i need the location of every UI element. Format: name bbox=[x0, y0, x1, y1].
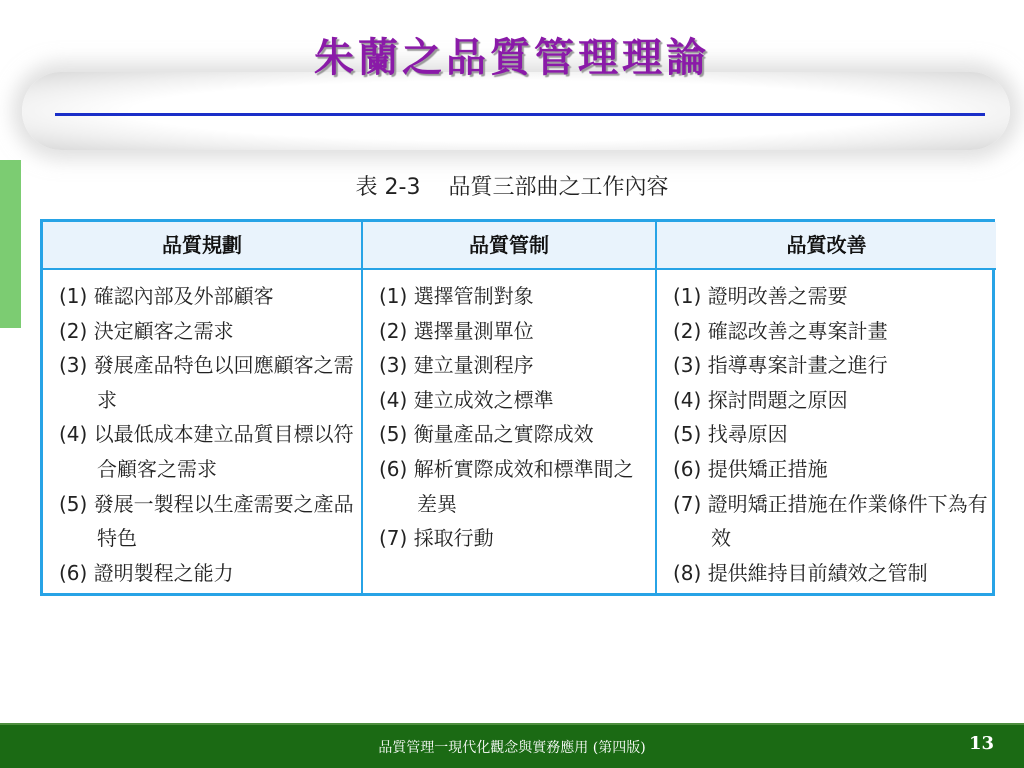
caption-text: 品質三部曲之工作內容 bbox=[448, 175, 669, 200]
list-item: (1) 選擇管制對象 bbox=[379, 284, 534, 308]
slide-title: 朱蘭之品質管理理論 bbox=[314, 34, 710, 81]
list-item: (4) 以最低成本建立品質目標以符合顧客之需求 bbox=[59, 422, 354, 481]
list-item: (2) 確認改善之專案計畫 bbox=[673, 318, 888, 343]
list-item: (1) 確認內部及外部顧客 bbox=[59, 284, 274, 308]
list-item: (1) 證明改善之需要 bbox=[673, 284, 848, 308]
list-item: (5) 發展一製程以生產需要之產品特色 bbox=[59, 491, 354, 551]
title-underline bbox=[55, 113, 985, 116]
column-header-planning: 品質規劃 bbox=[43, 222, 361, 270]
list-item: (8) 提供維持目前績效之管制 bbox=[673, 560, 928, 585]
table-column-control bbox=[363, 222, 657, 593]
list-item: (3) 發展產品特色以回應顧客之需求 bbox=[59, 353, 354, 412]
column-header-improvement: 品質改善 bbox=[657, 222, 996, 270]
list-item: (5) 衡量產品之實際成效 bbox=[379, 422, 594, 447]
footer-book-title: 品質管理一現代化觀念與實務應用 (第四版) bbox=[378, 740, 646, 756]
table-column-planning bbox=[43, 222, 363, 593]
list-item: (6) 證明製程之能力 bbox=[59, 560, 234, 585]
planning-list bbox=[43, 270, 361, 590]
page-number: 13 bbox=[968, 733, 994, 754]
table-caption bbox=[0, 170, 1024, 206]
list-item: (4) 探討問題之原因 bbox=[673, 387, 848, 412]
list-item: (6) 提供矯正措施 bbox=[673, 456, 828, 481]
caption-number: 表 2-3 bbox=[355, 175, 421, 200]
list-item: (3) 指導專案計畫之進行 bbox=[673, 353, 888, 378]
list-item: (3) 建立量測程序 bbox=[379, 353, 534, 378]
list-item: (2) 決定顧客之需求 bbox=[59, 318, 234, 343]
list-item: (4) 建立成效之標準 bbox=[379, 387, 554, 412]
list-item: (7) 證明矯正措施在作業條件下為有效 bbox=[673, 491, 988, 551]
list-item: (6) 解析實際成效和標準間之差異 bbox=[379, 456, 634, 516]
improvement-list bbox=[657, 270, 996, 590]
list-item: (2) 選擇量測單位 bbox=[379, 318, 534, 343]
column-header-control: 品質管制 bbox=[363, 222, 655, 270]
trilogy-table bbox=[40, 219, 995, 596]
footer-bar bbox=[0, 723, 1024, 768]
table-column-improvement bbox=[657, 222, 996, 593]
control-list bbox=[363, 270, 655, 556]
list-item: (7) 採取行動 bbox=[379, 526, 494, 551]
list-item: (5) 找尋原因 bbox=[673, 422, 788, 447]
